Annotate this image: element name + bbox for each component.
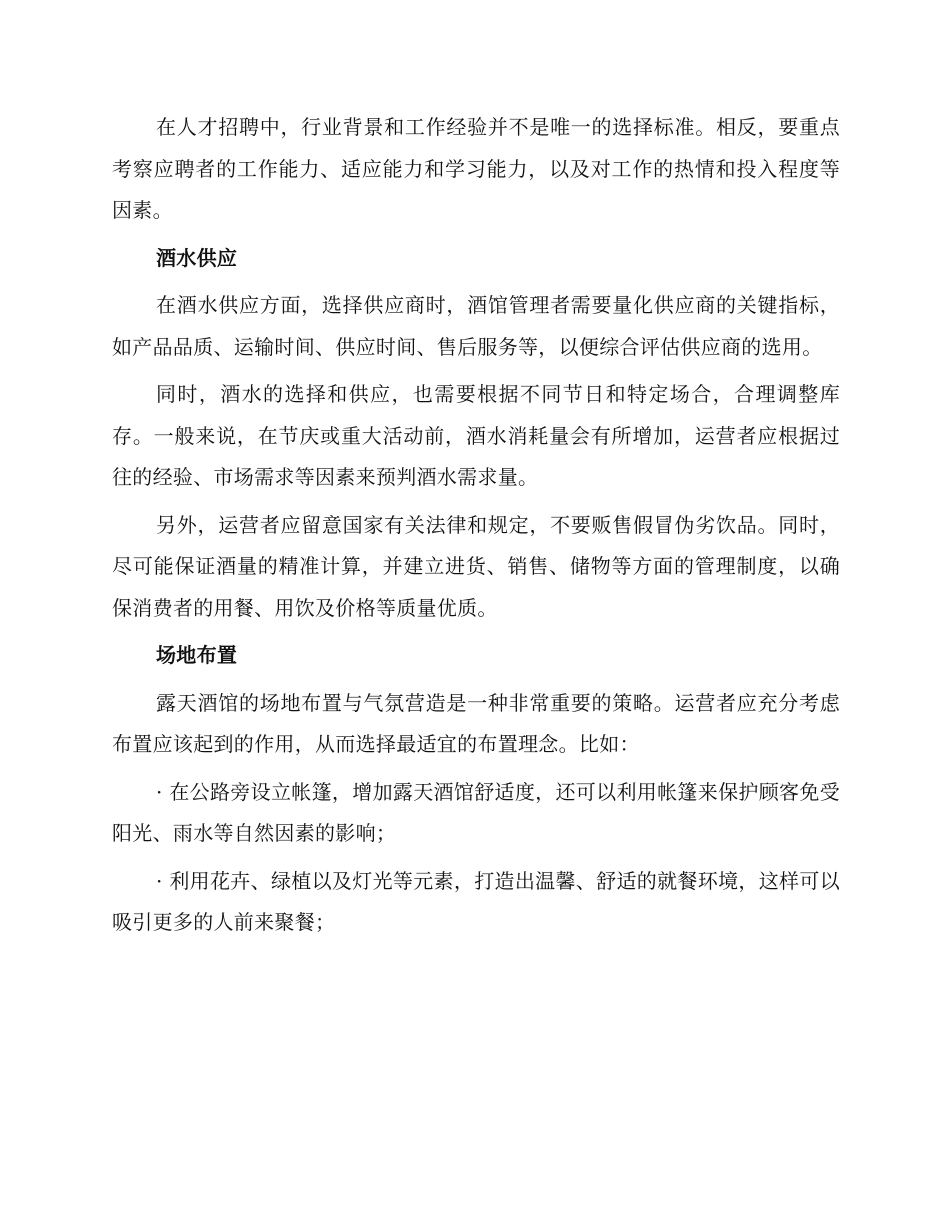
document-body bbox=[112, 107, 840, 950]
section-heading-venue-layout: 场地布置 bbox=[156, 643, 238, 667]
paragraph-venue-strategy: 露天酒馆的场地布置与气氛营造是一种非常重要的策略。运营者应充分考虑布置应该起到的作用，从而选择最适宜的布置理念。比如： bbox=[112, 690, 840, 756]
bullet-item-tent: · 在公路旁设立帐篷，增加露天酒馆舒适度，还可以利用帐篷来保护顾客免受阳光、雨水等自然因素的影响； bbox=[112, 779, 840, 845]
paragraph-inventory-adjustment: 同时，酒水的选择和供应，也需要根据不同节日和特定场合，合理调整库存。一般来说，在节庆或重大活动前，酒水消耗量会有所增加，运营者应根据过往的经验、市场需求等因素来预判酒水需求量。 bbox=[112, 382, 840, 489]
bullet-item-flowers-lighting: · 利用花卉、绿植以及灯光等元素，打造出温馨、舒适的就餐环境，这样可以吸引更多的人前来聚餐； bbox=[112, 868, 840, 934]
paragraph-supplier-selection: 在酒水供应方面，选择供应商时，酒馆管理者需要量化供应商的关键指标，如产品品质、运输时间、供应时间、售后服务等，以便综合评估供应商的选用。 bbox=[112, 293, 840, 359]
section-heading-beverage-supply: 酒水供应 bbox=[156, 245, 238, 270]
paragraph-legal-compliance: 另外，运营者应留意国家有关法律和规定，不要贩售假冒伪劣饮品。同时，尽可能保证酒量的精准计算，并建立进货、销售、储物等方面的管理制度，以确保消费者的用餐、用饮及价格等质量优质。 bbox=[112, 512, 840, 620]
paragraph-recruitment: 在人才招聘中，行业背景和工作经验并不是唯一的选择标准。相反，要重点考察应聘者的工作能力、适应能力和学习能力，以及对工作的热情和投入程度等因素。 bbox=[112, 115, 840, 222]
